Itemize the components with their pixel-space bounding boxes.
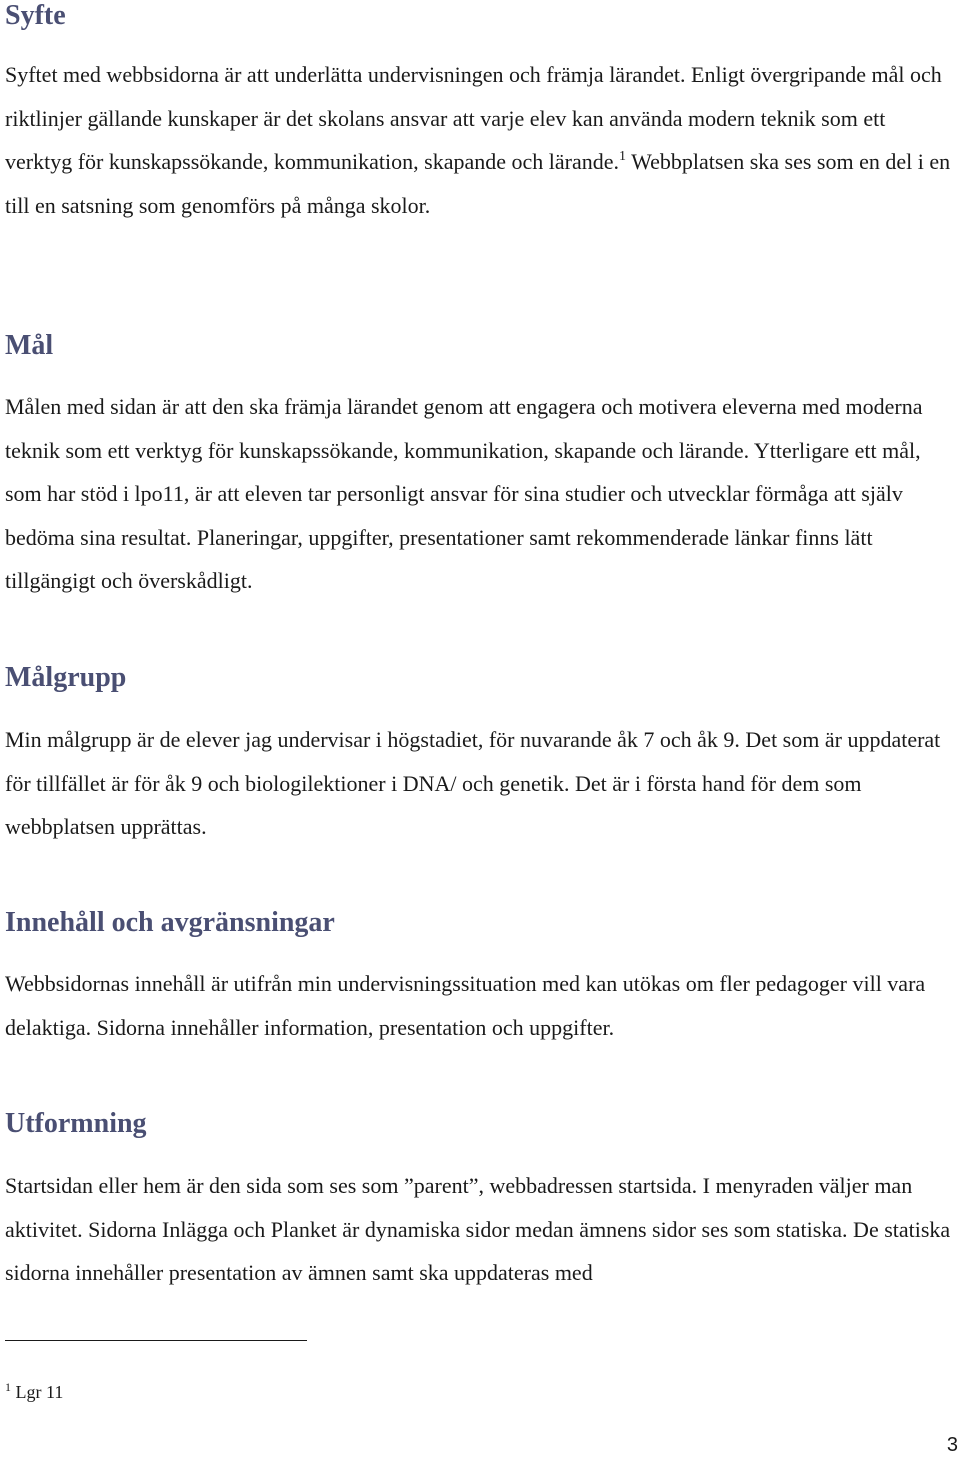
section-heading-syfte: Syfte <box>5 0 66 31</box>
section-text-malgrupp: Min målgrupp är de elever jag undervisar i högstadiet, för nuvarande åk 7 och åk 9. Det som är uppdaterat för tillfället är för åk 9 och biologilektioner i DNA/ och genetik. Det är i första hand för dem som webbplatsen upprättas. <box>5 727 941 840</box>
syfte-text-part-2: Webbplatsen ska ses som en del i en till en satsning som genomförs på många skolor. <box>5 149 951 218</box>
footnote-text: Lgr 11 <box>11 1382 64 1402</box>
section-text-utformning: Startsidan eller hem är den sida som ses som ”parent”, webbadressen startsida. I menyraden väljer man aktivitet. Sidorna Inlägga och Planket är dynamiska sidor medan ämnens sidor ses som statiska. De statiska sidorna innehåller presentation av ämnen samt ska uppdateras med <box>5 1173 951 1286</box>
section-heading-innehall: Innehåll och avgränsningar <box>5 907 335 938</box>
section-text-mal: Målen med sidan är att den ska främja lärandet genom att engagera och motivera eleverna med moderna teknik som ett verktyg för kunskapssökande, kommunikation, skapande och lärande. Ytterligare ett mål, som har stöd i lpo11, är att eleven tar personligt ansvar för sina studier och utvecklar förmåga att själv bedöma sina resultat. Planeringar, uppgifter, presentationer samt rekommenderade länkar finns lätt tillgängigt och överskådligt. <box>5 394 923 594</box>
page-number: 3 <box>946 1434 958 1456</box>
section-text-innehall: Webbsidornas innehåll är utifrån min undervisningssituation med kan utökas om fler pedagoger vill vara delaktiga. Sidorna innehåller information, presentation och uppgifter. <box>5 971 926 1040</box>
syfte-text-part-1: Syftet med webbsidorna är att underlätta undervisningen och främja lärandet. Enligt övergripande mål och riktlinjer gällande kunskaper är det skolans ansvar att varje elev kan använda modern teknik som ett verktyg för kunskapssökande, kommunikation, skapande och lärande. <box>5 62 942 175</box>
section-text-syfte <box>5 53 955 227</box>
footnote <box>5 1381 63 1403</box>
section-heading-malgrupp: Målgrupp <box>5 662 127 693</box>
footnote-divider <box>5 1340 307 1341</box>
footnote-number: 1 <box>5 1380 11 1394</box>
section-heading-utformning: Utformning <box>5 1108 147 1139</box>
footnote-reference[interactable]: 1 <box>619 149 627 165</box>
section-heading-mal: Mål <box>5 330 54 361</box>
